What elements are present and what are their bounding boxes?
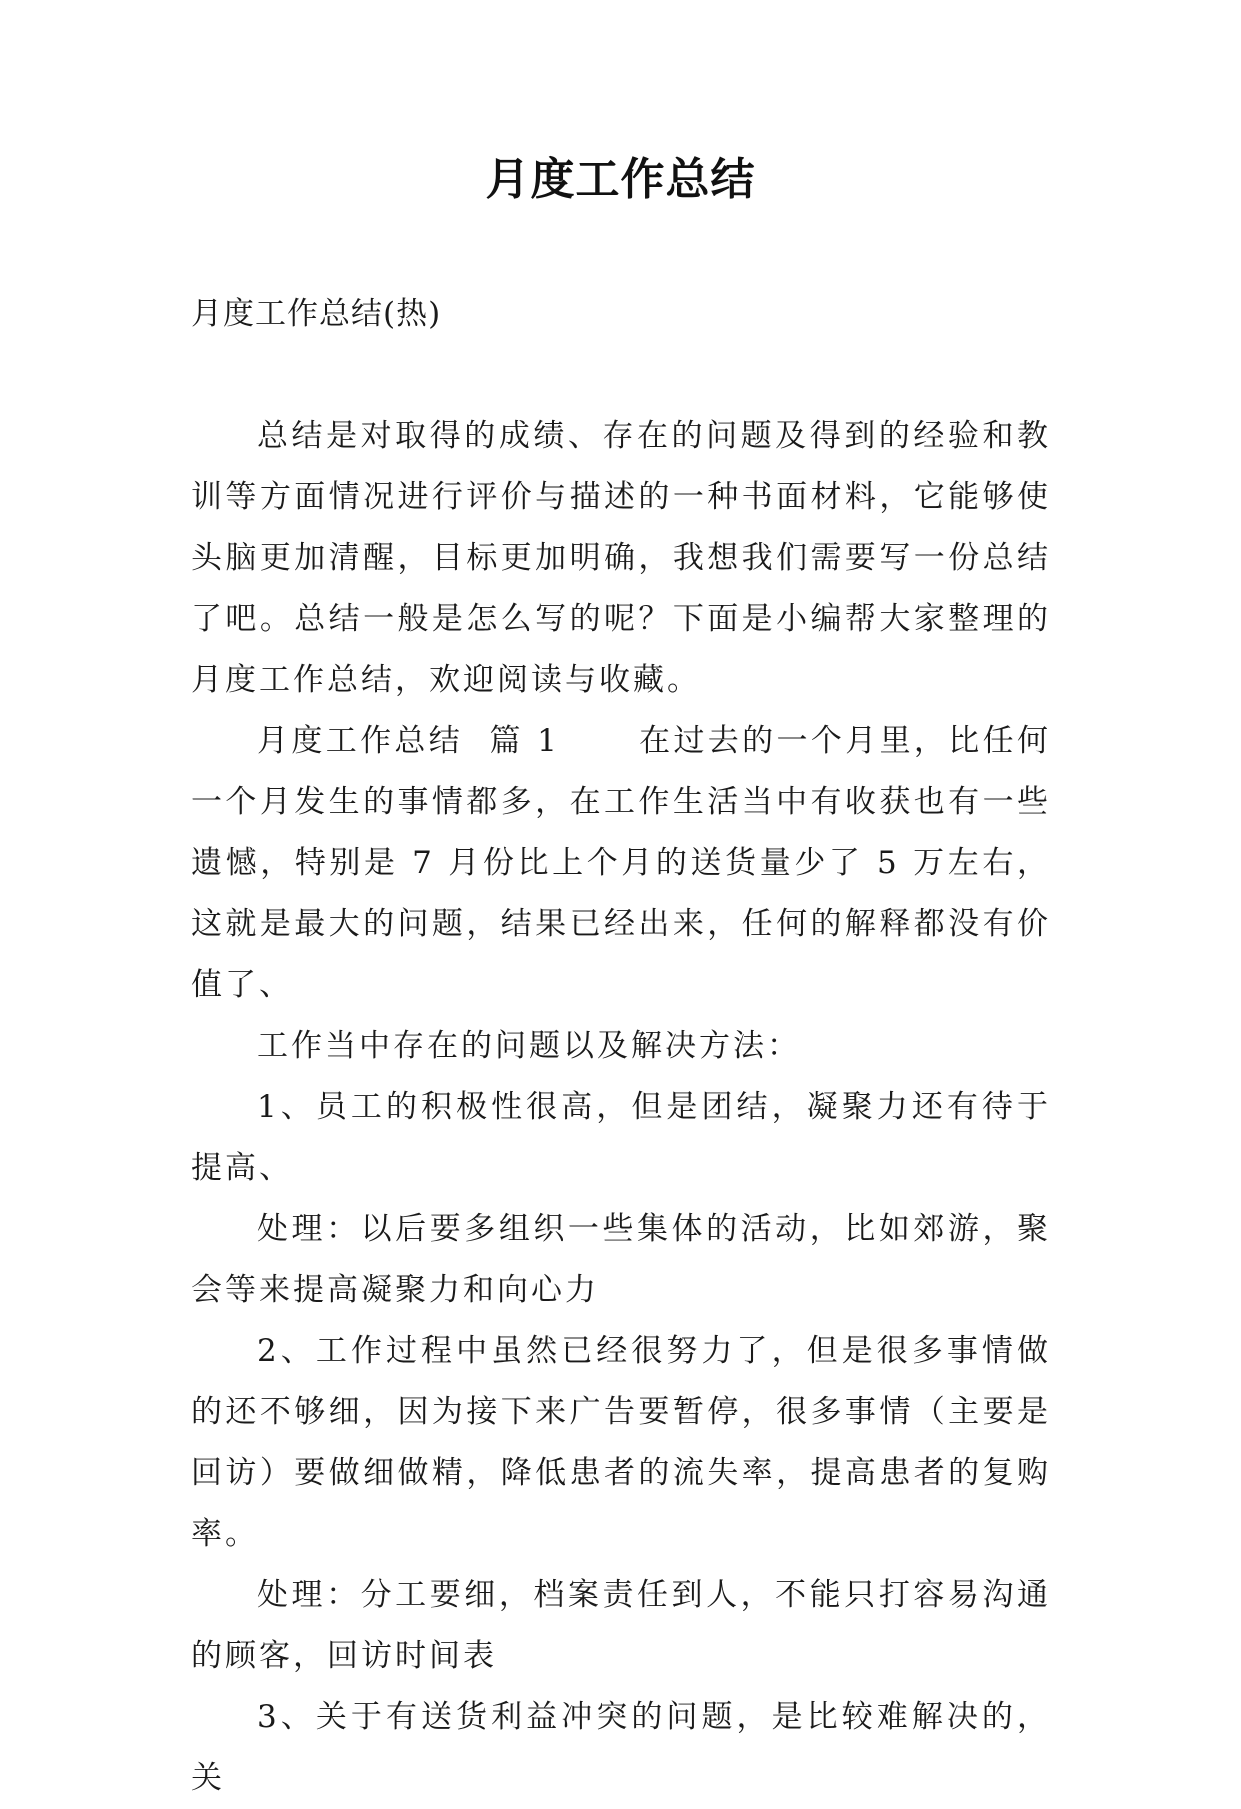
- document-body: [191, 406, 1051, 1809]
- paragraph-intro: 总结是对取得的成绩、存在的问题及得到的经验和教训等方面情况进行评价与描述的一种书面材料，它能够使头脑更加清醒，目标更加明确，我想我们需要写一份总结了吧。总结一般是怎么写的呢？下面是小编帮大家整理的月度工作总结，欢迎阅读与收藏。: [191, 418, 1051, 698]
- paragraph-problem-3: 3、关于有送货利益冲突的问题，是比较难解决的，关: [191, 1699, 1051, 1796]
- document-subtitle: 月度工作总结(热): [191, 296, 442, 332]
- paragraph-solution-1: 处理：以后要多组织一些集体的活动，比如郊游，聚会等来提高凝聚力和向心力: [191, 1211, 1051, 1308]
- paragraph-problem-2: 2、工作过程中虽然已经很努力了，但是很多事情做的还不够细，因为接下来广告要暂停，很多事情（主要是回访）要做细做精，降低患者的流失率，提高患者的复购率。: [191, 1333, 1051, 1552]
- paragraph-solution-2: 处理：分工要细，档案责任到人，不能只打容易沟通的顾客，回访时间表: [191, 1577, 1051, 1674]
- paragraph-problems-heading: 工作当中存在的问题以及解决方法：: [257, 1028, 801, 1064]
- paragraph-problem-1: 1、员工的积极性很高，但是团结，凝聚力还有待于提高、: [191, 1089, 1051, 1186]
- paragraph-part-1: 月度工作总结 篇 1 在过去的一个月里，比任何一个月发生的事情都多，在工作生活当中有收获也有一些遗憾，特别是 7 月份比上个月的送货量少了 5 万左右，这就是最大的问题，结果已经出来，任何的解释都没有价值了、: [191, 723, 1051, 1003]
- document-title: 月度工作总结: [485, 154, 756, 205]
